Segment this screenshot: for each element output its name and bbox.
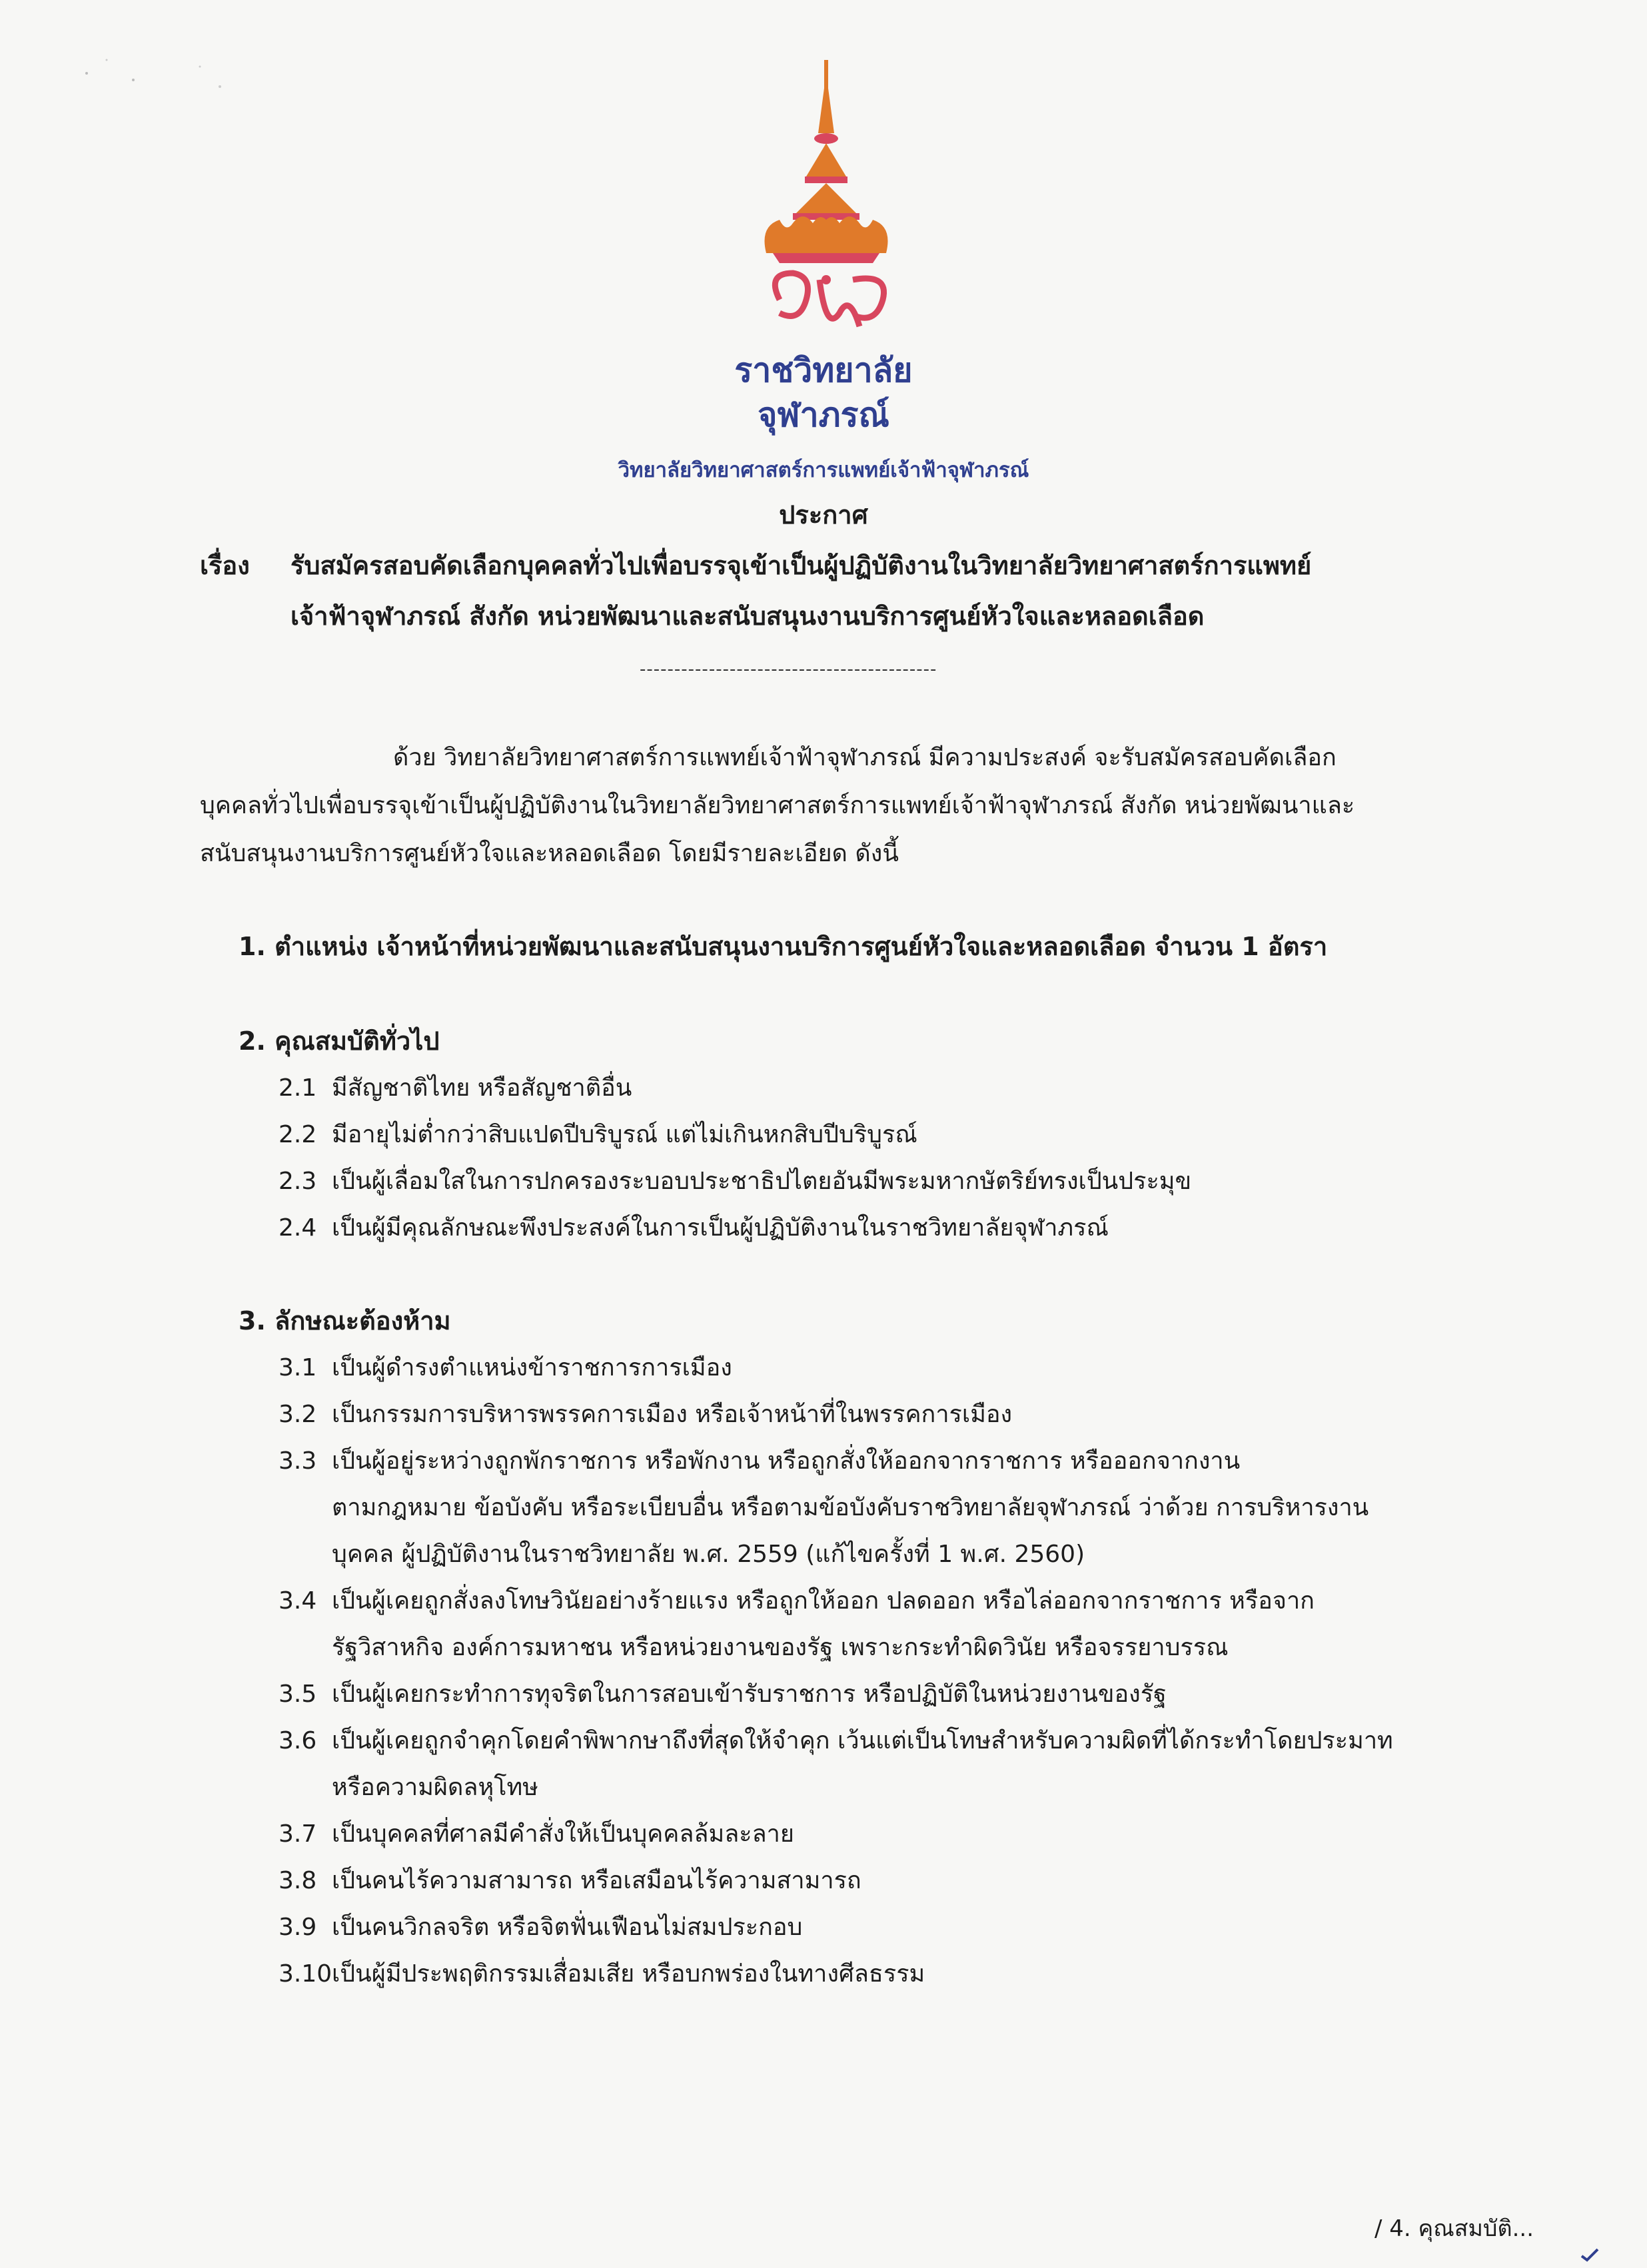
- separator-line: -------------------------------------------: [640, 659, 937, 679]
- subject-line1: รับสมัครสอบคัดเลือกบุคคลทั่วไปเพื่อบรรจุเข้าเป็นผู้ปฏิบัติงานในวิทยาลัยวิทยาศาสตร์การแพทย์: [290, 551, 1312, 580]
- item-text: เป็นคนวิกลจริต หรือจิตฟั่นเฟือนไม่สมประกอบ: [332, 1914, 803, 1941]
- item-number: 2.4: [278, 1214, 317, 1242]
- announcement-title: ประกาศ: [779, 500, 868, 530]
- section3-heading: 3. ลักษณะต้องห้าม: [239, 1306, 451, 1335]
- list-item: [278, 1861, 861, 1899]
- item-text: เป็นผู้ดำรงตำแหน่งข้าราชการการเมือง: [332, 1354, 732, 1381]
- list-item: [278, 1954, 925, 1992]
- subject-label: เรื่อง: [200, 551, 250, 580]
- list-item: [278, 1348, 732, 1386]
- item-text: มีสัญชาติไทย หรือสัญชาติอื่น: [332, 1074, 632, 1102]
- intro-line1: ด้วย วิทยาลัยวิทยาศาสตร์การแพทย์เจ้าฟ้าจุฬาภรณ์ มีความประสงค์ จะรับสมัครสอบคัดเลือก: [393, 744, 1337, 771]
- section2-heading: 2. คุณสมบัติทั่วไป: [239, 1026, 440, 1056]
- item-number: 3.7: [278, 1820, 317, 1848]
- list-item: [278, 1395, 1012, 1433]
- item-text: เป็นผู้เคยถูกจำคุกโดยคำพิพากษาถึงที่สุดให้จำคุก เว้นแต่เป็นโทษสำหรับความผิดที่ได้กระทำโดยประมาท: [332, 1727, 1393, 1754]
- item-number: 3.2: [278, 1401, 317, 1428]
- list-item: [278, 1162, 1191, 1200]
- item-number: 3.10: [278, 1960, 332, 1988]
- list-item: [278, 1721, 1393, 1759]
- item-continuation: ตามกฎหมาย ข้อบังคับ หรือระเบียบอื่น หรือตามข้อบังคับราชวิทยาลัยจุฬาภรณ์ ว่าด้วย การบริหารงาน: [332, 1494, 1369, 1521]
- handwritten-check-mark: [1580, 2247, 1600, 2263]
- list-item: [278, 1115, 917, 1153]
- item-text: มีอายุไม่ต่ำกว่าสิบแปดปีบริบูรณ์ แต่ไม่เกินหกสิบปีบริบูรณ์: [332, 1121, 917, 1148]
- list-item: [278, 1208, 1109, 1246]
- item-number: 2.3: [278, 1168, 317, 1195]
- item-number: 3.8: [278, 1867, 317, 1894]
- item-number: 3.9: [278, 1914, 317, 1941]
- subject-line2: เจ้าฟ้าจุฬาภรณ์ สังกัด หน่วยพัฒนาและสนับสนุนงานบริการศูนย์หัวใจและหลอดเลือด: [290, 601, 1205, 631]
- list-item: [278, 1675, 1167, 1712]
- item-continuation: รัฐวิสาหกิจ องค์การมหาชน หรือหน่วยงานของรัฐ เพราะกระทำผิดวินัย หรือจรรยาบรรณ: [332, 1634, 1229, 1661]
- section1-position: 1. ตำแหน่ง เจ้าหน้าที่หน่วยพัฒนาและสนับสนุนงานบริการศูนย์หัวใจและหลอดเลือด จำนวน 1 อัตรา: [239, 932, 1328, 961]
- intro-line3: สนับสนุนงานบริการศูนย์หัวใจและหลอดเลือด โดยมีรายละเอียด ดังนี้: [200, 840, 899, 867]
- list-item: [278, 1581, 1315, 1619]
- item-continuation: หรือความผิดลหุโทษ: [332, 1774, 538, 1801]
- item-number: 2.2: [278, 1121, 317, 1148]
- page-continuation-note: / 4. คุณสมบัติ...: [1374, 2215, 1534, 2242]
- college-name: วิทยาลัยวิทยาศาสตร์การแพทย์เจ้าฟ้าจุฬาภรณ์: [618, 458, 1029, 482]
- item-text: เป็นผู้มีประพฤติกรรมเสื่อมเสีย หรือบกพร่องในทางศีลธรรม: [332, 1960, 925, 1988]
- item-text: เป็นผู้เคยกระทำการทุจริตในการสอบเข้ารับราชการ หรือปฏิบัติในหน่วยงานของรัฐ: [332, 1681, 1167, 1708]
- item-number: 3.1: [278, 1354, 317, 1381]
- item-number: 3.3: [278, 1447, 317, 1475]
- item-number: 3.4: [278, 1587, 317, 1615]
- scan-speckles: [80, 47, 240, 100]
- list-item: [278, 1441, 1240, 1479]
- college-emblem-logo: [740, 60, 913, 346]
- item-text: เป็นผู้เคยถูกสั่งลงโทษวินัยอย่างร้ายแรง หรือถูกให้ออก ปลดออก หรือไล่ออกจากราชการ หรือจาก: [332, 1587, 1315, 1615]
- item-number: 3.6: [278, 1727, 317, 1754]
- item-text: เป็นผู้มีคุณลักษณะพึงประสงค์ในการเป็นผู้ปฏิบัติงานในราชวิทยาลัยจุฬาภรณ์: [332, 1214, 1109, 1242]
- list-item: [278, 1068, 632, 1106]
- institution-name-line2: จุฬาภรณ์: [758, 396, 889, 434]
- intro-line2: บุคคลทั่วไปเพื่อบรรจุเข้าเป็นผู้ปฏิบัติงานในวิทยาลัยวิทยาศาสตร์การแพทย์เจ้าฟ้าจุฬาภรณ์ สังกัด หน่วยพัฒนาและ: [200, 792, 1355, 819]
- item-text: เป็นคนไร้ความสามารถ หรือเสมือนไร้ความสามารถ: [332, 1867, 861, 1894]
- item-text: เป็นผู้อยู่ระหว่างถูกพักราชการ หรือพักงาน หรือถูกสั่งให้ออกจากราชการ หรือออกจากงาน: [332, 1447, 1241, 1475]
- item-number: 3.5: [278, 1681, 317, 1708]
- list-item: [278, 1908, 802, 1946]
- item-text: เป็นกรรมการบริหารพรรคการเมือง หรือเจ้าหน้าที่ในพรรคการเมือง: [332, 1401, 1013, 1428]
- institution-name-line1: ราชวิทยาลัย: [734, 351, 913, 390]
- item-continuation: บุคคล ผู้ปฏิบัติงานในราชวิทยาลัย พ.ศ. 2559 (แก้ไขครั้งที่ 1 พ.ศ. 2560): [332, 1541, 1085, 1568]
- item-text: เป็นบุคคลที่ศาลมีคำสั่งให้เป็นบุคคลล้มละลาย: [332, 1820, 794, 1848]
- list-item: [278, 1814, 794, 1852]
- item-number: 2.1: [278, 1074, 317, 1102]
- item-text: เป็นผู้เลื่อมใสในการปกครองระบอบประชาธิปไตยอันมีพระมหากษัตริย์ทรงเป็นประมุข: [332, 1168, 1192, 1195]
